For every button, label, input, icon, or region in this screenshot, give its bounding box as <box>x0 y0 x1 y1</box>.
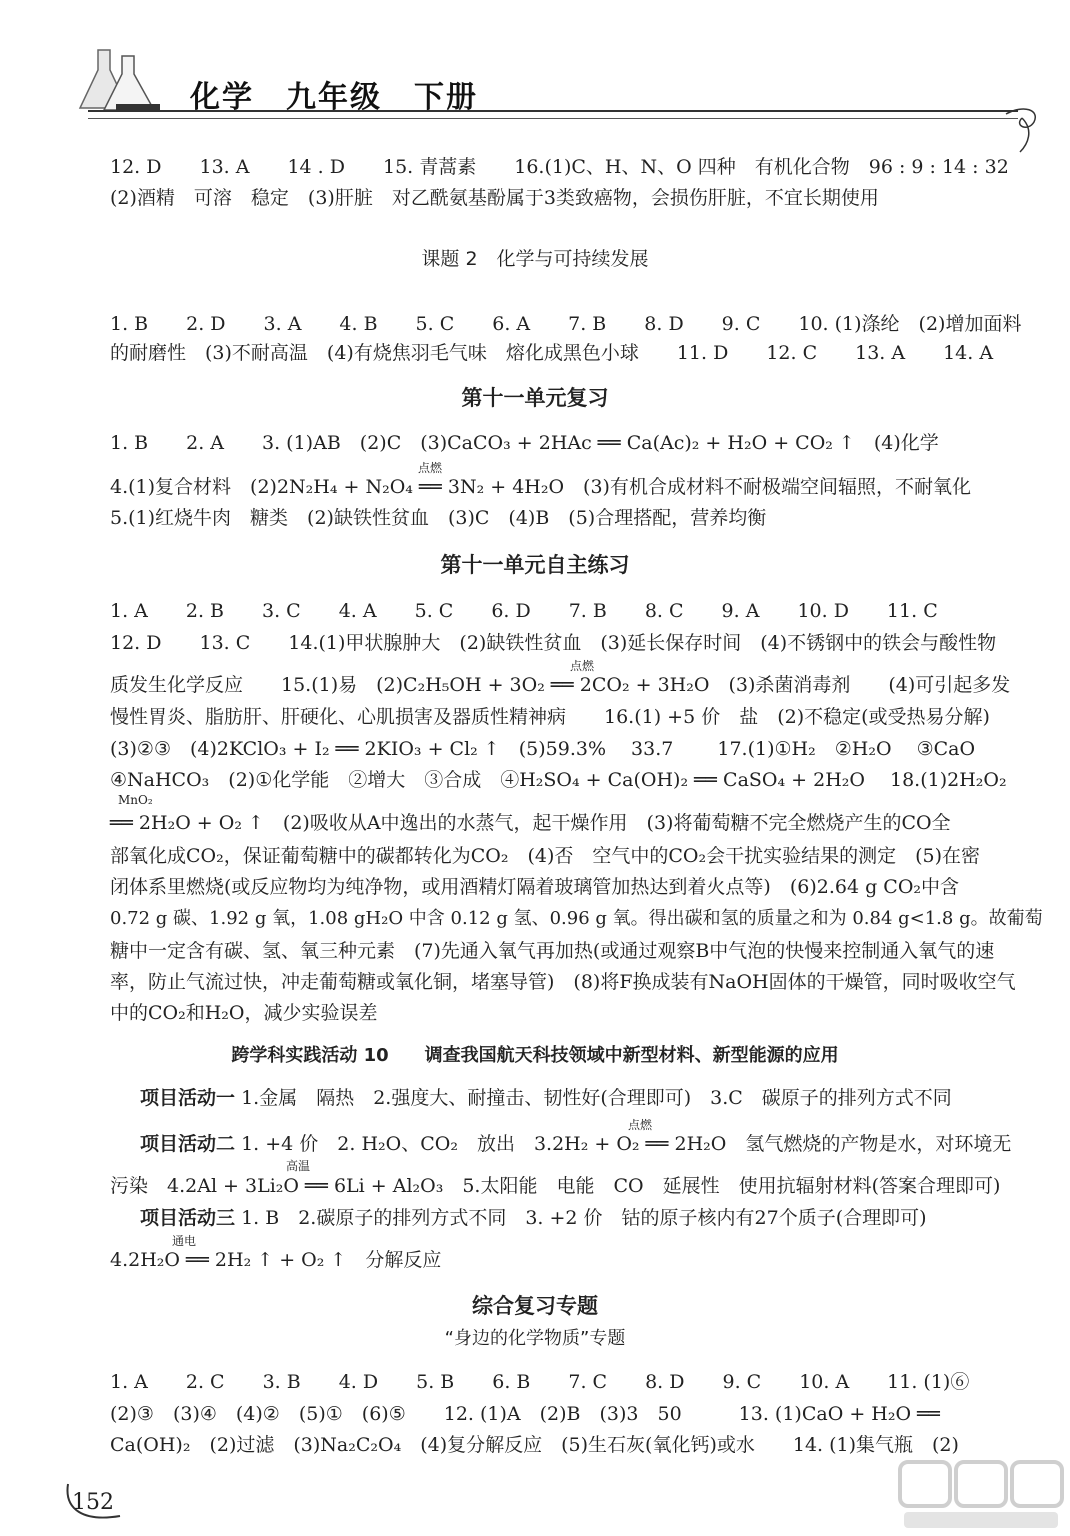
section-title: 第十一单元复习 <box>461 386 609 410</box>
answer-line: ══ 2H₂O + O₂ ↑ (2)吸收从A中逸出的水蒸气，起干燥作用 (3)将葡萄糖不完全燃烧产生的CO全 <box>110 812 951 834</box>
activity-label: 项目活动二 <box>140 1133 236 1155</box>
page-title: 化学 九年级 下册 <box>190 80 478 115</box>
answer-line: (3)②③ (4)2KClO₃ + I₂ ══ 2KIO₃ + Cl₂ ↑ (5)59.3% 33.7 17.(1)①H₂ ②H₂O ③CaO <box>110 738 976 760</box>
flask-icon <box>78 48 178 118</box>
answer-line: 污染 4.2Al + 3Li₂O ══ 6Li + Al₂O₃ 5.太阳能 电能 CO 延展性 使用抗辐射材料(答案合理即可) <box>110 1175 1001 1197</box>
answer-line <box>140 1129 1011 1156</box>
activity-text: 1.金属 隔热 2.强度大、耐撞击、韧性好(合理即可) 3.C 碳原子的排列方式不同 <box>241 1087 952 1109</box>
answer-line: Ca(OH)₂ (2)过滤 (3)Na₂C₂O₄ (4)复分解反应 (5)生石灰(氧化钙)或水 14. (1)集气瓶 (2) <box>110 1434 959 1456</box>
answer-line: 4.(1)复合材料 (2)2N₂H₄ + N₂O₄ ══ 3N₂ + 4H₂O (3)有机合成材料不耐极端空间辐照，不耐氧化 <box>110 476 971 498</box>
page-number: 152 <box>72 1490 114 1515</box>
section-title: 第十一单元自主练习 <box>440 553 630 577</box>
section-title: 课题 2 化学与可持续发展 <box>421 248 649 270</box>
answer-line: 糖中一定含有碳、氢、氧三种元素 (7)先通入氧气再加热(或通过观察B中气泡的快慢来控制通入氧气的速 <box>110 940 995 962</box>
section-subtitle: “身边的化学物质”专题 <box>444 1328 626 1349</box>
reaction-condition: 点燃 <box>628 1118 653 1132</box>
section-title: 跨学科实践活动 10 调查我国航天科技领域中新型材料、新型能源的应用 <box>231 1045 839 1066</box>
reaction-condition: 点燃 <box>570 659 595 673</box>
section-title: 综合复习专题 <box>472 1294 598 1318</box>
answer-line: 质发生化学反应 15.(1)易 (2)C₂H₅OH + 3O₂ ══ 2CO₂ + 3H₂O (3)杀菌消毒剂 (4)可引起多发 <box>110 674 1011 696</box>
answer-line: 4.2H₂O ══ 2H₂ ↑ + O₂ ↑ 分解反应 <box>110 1249 442 1271</box>
decorative-swirl-icon <box>1004 100 1044 160</box>
answer-line: 中的CO₂和H₂O，减少实验误差 <box>110 1002 378 1024</box>
reaction-condition: 通电 <box>172 1234 197 1248</box>
answer-line <box>140 1083 952 1110</box>
answer-line: 0.72 g 碳、1.92 g 氧，1.08 gH₂O 中含 0.12 g 氢、0.96 g 氧。得出碳和氢的质量之和为 0.84 g<1.8 g。故葡萄 <box>110 908 1043 929</box>
answer-line: 率，防止气流过快，冲走葡萄糖或氧化铜，堵塞导管) (8)将F换成装有NaOH固体的干燥管，同时吸收空气 <box>110 971 1016 993</box>
answer-line: 12. D 13. C 14.(1)甲状腺肿大 (2)缺铁性贫血 (3)延长保存时间 (4)不锈钢中的铁会与酸性物 <box>110 632 997 654</box>
answer-line: ④NaHCO₃ (2)①化学能 ②增大 ③合成 ④H₂SO₄ + Ca(OH)₂ ══ CaSO₄ + 2H₂O 18.(1)2H₂O₂ <box>110 769 1007 791</box>
answer-line: (2)酒精 可溶 稳定 (3)肝脏 对乙酰氨基酚属于3类致癌物，会损伤肝脏，不宜长期使用 <box>110 187 879 209</box>
reaction-condition: MnO₂ <box>118 793 153 807</box>
activity-label: 项目活动三 <box>140 1207 236 1229</box>
activity-text: 1. B 2.碳原子的排列方式不同 3. +2 价 钴的原子核内有27个质子(合理即可) <box>241 1207 927 1229</box>
activity-label: 项目活动一 <box>140 1087 236 1109</box>
header-rule <box>88 110 1018 119</box>
answer-line: 慢性胃炎、脂肪肝、肝硬化、心肌损害及器质性精神病 16.(1) +5 价 盐 (2)不稳定(或受热易分解) <box>110 706 990 728</box>
answer-line: 1. A 2. B 3. C 4. A 5. C 6. D 7. B 8. C 9. A 10. D 11. C <box>110 600 938 622</box>
answer-line: 的耐磨性 (3)不耐高温 (4)有烧焦羽毛气味 熔化成黑色小球 11. D 12. C 13. A 14. A <box>110 342 994 364</box>
reaction-condition: 点燃 <box>418 461 443 475</box>
page-header <box>0 0 1070 140</box>
answer-line: 部氧化成CO₂，保证葡萄糖中的碳都转化为CO₂ (4)否 空气中的CO₂会干扰实验结果的测定 (5)在密 <box>110 845 981 867</box>
answer-line: (2)③ (3)④ (4)② (5)① (6)⑤ 12. (1)A (2)B (3)3 50 13. (1)CaO + H₂O ══ <box>110 1403 940 1425</box>
answer-line: 1. B 2. A 3. (1)AB (2)C (3)CaCO₃ + 2HAc ══ Ca(Ac)₂ + H₂O + CO₂ ↑ (4)化学 <box>110 432 939 454</box>
reaction-condition: 高温 <box>286 1159 311 1173</box>
answer-line: 1. B 2. D 3. A 4. B 5. C 6. A 7. B 8. D 9. C 10. (1)涤纶 (2)增加面料 <box>110 313 1022 335</box>
watermark-logo-icon <box>896 1456 1066 1532</box>
activity-text: 1. +4 价 2. H₂O、CO₂ 放出 3.2H₂ + O₂ ══ 2H₂O 氢气燃烧的产物是水，对环境无 <box>241 1133 1012 1155</box>
answer-line: 12. D 13. A 14 . D 15. 青蒿素 16.(1)C、H、N、O 四种 有机化合物 96 : 9 : 14 : 32 <box>110 156 1009 178</box>
answer-line <box>140 1203 927 1230</box>
answer-line: 1. A 2. C 3. B 4. D 5. B 6. B 7. C 8. D 9. C 10. A 11. (1)⑥ <box>110 1371 970 1393</box>
answer-line: 5.(1)红烧牛肉 糖类 (2)缺铁性贫血 (3)C (4)B (5)合理搭配，营养均衡 <box>110 507 767 529</box>
answer-line: 闭体系里燃烧(或反应物均为纯净物，或用酒精灯隔着玻璃管加热达到着火点等) (6)2.64 g CO₂中含 <box>110 876 960 898</box>
